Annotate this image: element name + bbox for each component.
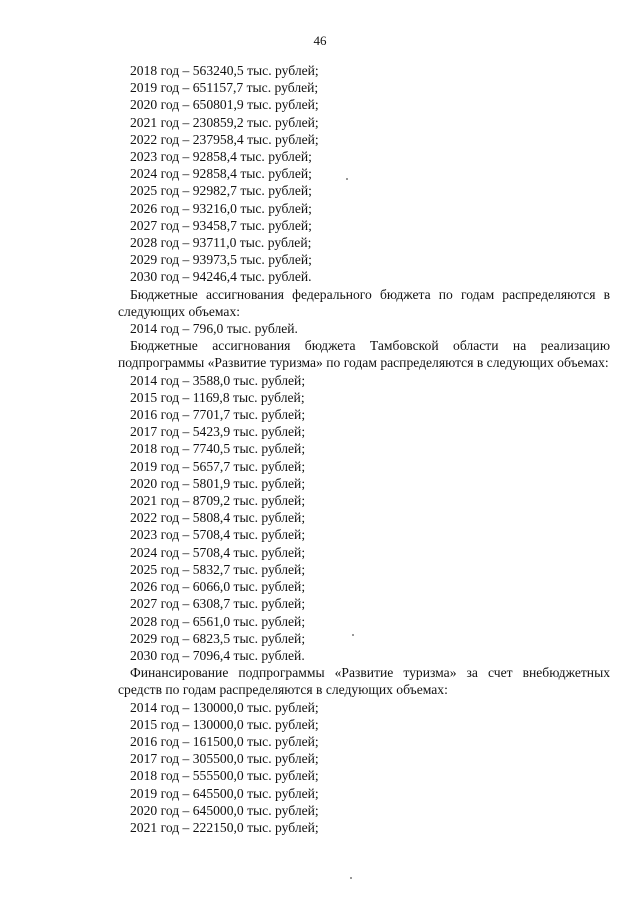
funding-line: 2026 год – 6066,0 тыс. рублей; xyxy=(130,579,306,595)
funding-line: 2018 год – 563240,5 тыс. рублей; xyxy=(130,63,319,78)
scan-speck xyxy=(346,178,348,180)
funding-line: 2029 год – 93973,5 тыс. рублей; xyxy=(130,252,312,268)
funding-line: 2028 год – 93711,0 тыс. рублей; xyxy=(130,235,312,251)
funding-line: 2019 год – 5657,7 тыс. рублей; xyxy=(130,458,306,474)
page-number: 46 xyxy=(313,33,327,48)
funding-line: 2014 год – 796,0 тыс. рублей. xyxy=(130,321,298,337)
funding-line: 2020 год – 645000,0 тыс. рублей; xyxy=(130,802,319,818)
funding-line: 2025 год – 92982,7 тыс. рублей; xyxy=(130,183,312,199)
funding-line: 2018 год – 7740,5 тыс. рублей; xyxy=(130,441,306,457)
funding-line: 2018 год – 555500,0 тыс. рублей; xyxy=(130,768,319,784)
funding-line: 2017 год – 305500,0 тыс. рублей; xyxy=(130,751,319,767)
document-body xyxy=(118,62,610,836)
funding-line: 2014 год – 3588,0 тыс. рублей; xyxy=(130,372,306,388)
funding-line: 2020 год – 650801,9 тыс. рублей; xyxy=(130,97,319,113)
funding-line: 2016 год – 7701,7 тыс. рублей; xyxy=(130,407,306,423)
funding-line: 2014 год – 130000,0 тыс. рублей; xyxy=(130,699,319,715)
funding-line: 2030 год – 94246,4 тыс. рублей. xyxy=(130,269,312,285)
funding-line: 2027 год – 93458,7 тыс. рублей; xyxy=(130,217,312,233)
scan-speck xyxy=(352,634,354,636)
funding-line: 2019 год – 645500,0 тыс. рублей; xyxy=(130,785,319,801)
funding-line: 2023 год – 5708,4 тыс. рублей; xyxy=(130,527,306,543)
funding-line: 2030 год – 7096,4 тыс. рублей. xyxy=(130,647,305,663)
funding-line: 2019 год – 651157,7 тыс. рублей; xyxy=(130,80,319,96)
paragraph-extrabudgetary: Финансирование подпрограммы «Развитие туризма» за счет внебюджетных средств по годам распределяются в следующих объемах: xyxy=(118,665,610,698)
funding-line: 2021 год – 230859,2 тыс. рублей; xyxy=(130,114,319,130)
funding-list-regional xyxy=(118,372,610,664)
funding-line: 2016 год – 161500,0 тыс. рублей; xyxy=(130,733,319,749)
funding-line: 2021 год – 8709,2 тыс. рублей; xyxy=(130,493,306,509)
scan-speck xyxy=(350,877,352,879)
funding-line: 2024 год – 5708,4 тыс. рублей; xyxy=(130,544,306,560)
funding-line: 2022 год – 237958,4 тыс. рублей; xyxy=(130,131,319,147)
funding-line: 2027 год – 6308,7 тыс. рублей; xyxy=(130,596,306,612)
funding-line: 2020 год – 5801,9 тыс. рублей; xyxy=(130,475,306,491)
funding-line: 2021 год – 222150,0 тыс. рублей; xyxy=(130,819,319,835)
funding-list-total xyxy=(118,62,610,286)
funding-line: 2022 год – 5808,4 тыс. рублей; xyxy=(130,510,306,526)
funding-line: 2026 год – 93216,0 тыс. рублей; xyxy=(130,200,312,216)
funding-line: 2024 год – 92858,4 тыс. рублей; xyxy=(130,166,312,182)
funding-list-extrabudgetary xyxy=(118,699,610,837)
paragraph-regional-budget: Бюджетные ассигнования бюджета Тамбовской области на реализацию подпрограммы «Развитие туризма» по годам распределяются в следующих объемах: xyxy=(118,338,610,371)
funding-line: 2017 год – 5423,9 тыс. рублей; xyxy=(130,424,306,440)
funding-line: 2015 год – 130000,0 тыс. рублей; xyxy=(130,716,319,732)
funding-line: 2028 год – 6561,0 тыс. рублей; xyxy=(130,613,306,629)
funding-line: 2023 год – 92858,4 тыс. рублей; xyxy=(130,149,312,165)
funding-line: 2015 год – 1169,8 тыс. рублей; xyxy=(130,389,305,405)
funding-line: 2029 год – 6823,5 тыс. рублей; xyxy=(130,630,306,646)
funding-list-federal xyxy=(118,320,610,337)
funding-line: 2025 год – 5832,7 тыс. рублей; xyxy=(130,561,306,577)
paragraph-federal-budget: Бюджетные ассигнования федерального бюджета по годам распределяются в следующих объемах: xyxy=(118,286,610,319)
